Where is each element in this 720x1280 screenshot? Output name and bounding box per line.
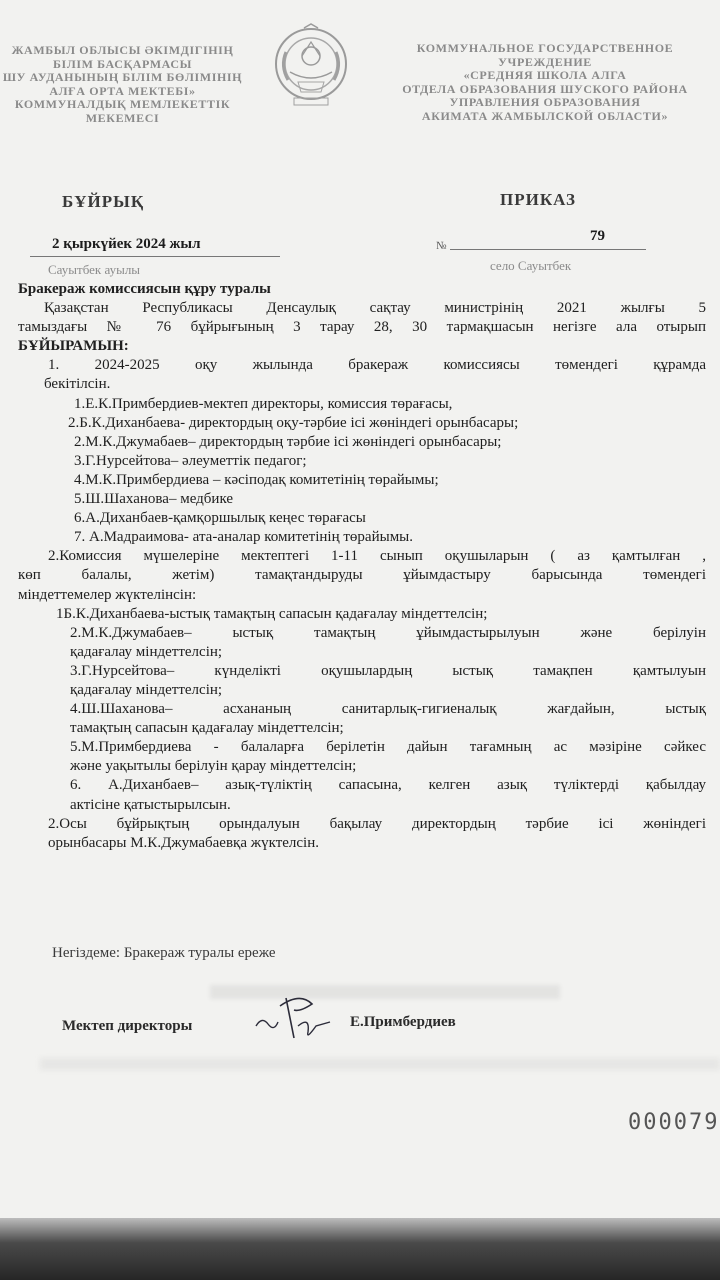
- duty-item: 6. А.Диханбаев– азық-түліктің сапасына, келген азық түліктерді қабылдау: [70, 777, 706, 794]
- header-right-line: ОТДЕЛА ОБРАЗОВАНИЯ ШУСКОГО РАЙОНА: [402, 81, 688, 96]
- basis-note: Негіздеме: Бракераж туралы ереже: [52, 945, 276, 961]
- header-left-line: АЛҒА ОРТА МЕКТЕБІ»: [49, 83, 196, 98]
- director-label: Мектеп директоры: [62, 1018, 193, 1034]
- order-title: Бракераж комиссиясын құру туралы: [18, 281, 271, 297]
- header-right-line: «СРЕДНЯЯ ШКОЛА АЛГА: [463, 68, 627, 82]
- bleed-through-text: [40, 1058, 720, 1070]
- header-right-line: УПРАВЛЕНИЯ ОБРАЗОВАНИЯ: [449, 95, 641, 109]
- stamp-number: 000079: [628, 1110, 720, 1135]
- duty-item: қадағалау міндеттелсін;: [70, 643, 223, 660]
- member-item: 1.Е.К.Примбердиев-мектеп директоры, комиссия төрағасы,: [74, 395, 453, 412]
- member-item: 3.Г.Нурсейтова– әлеуметтік педагог;: [74, 452, 307, 469]
- order-date-kz: 2 қыркүйек 2024 жыл: [52, 236, 201, 252]
- duty-item: 3.Г.Нурсейтова– күнделікті оқушылардың ыстық тамақпен қамтылуын: [70, 662, 706, 679]
- duty-item: және уақытылы берілуін қарау міндеттелсін;: [70, 758, 357, 775]
- header-left-line: МЕКЕМЕСІ: [85, 110, 160, 125]
- place-ru: село Сауытбек: [490, 258, 572, 273]
- duty-item: 4.Ш.Шаханова– асхананың санитарлық-гигиеналық жағдайын, ыстық: [70, 701, 706, 718]
- order-number-prefix: №: [436, 240, 447, 252]
- member-item: 2.Б.К.Диханбаева- директордың оқу-тәрбие ісі жөніндегі орынбасары;: [68, 414, 519, 431]
- member-item: 2.М.К.Джумабаев– директордың тәрбие ісі жөніндегі орынбасары;: [74, 433, 502, 450]
- header-left-kz: [0, 44, 245, 125]
- header-left-line: КОММУНАЛДЫҚ МЕМЛЕКЕТТІК: [14, 97, 231, 111]
- order-label-kz: БҰЙРЫҚ: [62, 192, 145, 211]
- duty-item: қадағалау міндеттелсін;: [70, 681, 223, 698]
- photo-background-edge: [0, 1218, 720, 1280]
- item-2-line: 2.Комиссия мүшелеріне мектептегі 1-11 сынып оқушыларын ( аз қамтылған ,: [48, 548, 706, 565]
- item-3-line: 2.Осы бұйрықтың орындалуын бақылау директордың тәрбие ісі жөніндегі: [48, 815, 706, 832]
- place-kz: Сауытбек ауылы: [48, 262, 141, 277]
- header-right-line: УЧРЕЖДЕНИЕ: [498, 54, 592, 69]
- preamble-line: тамыздағы № 76 бұйрығының 3 тарау 28, 30 тармақшасын негізге ала отырып: [18, 319, 706, 336]
- decree-word: БҰЙЫРАМЫН:: [18, 338, 129, 355]
- member-item: 4.М.К.Примбердиева – кәсіподақ комитетінің төрайымы;: [74, 471, 439, 488]
- duty-item: 5.М.Примбердиева - балаларға берілетін дайын тағамның ас мәзіріне сәйкес: [70, 739, 706, 756]
- item-3-line: орынбасары М.К.Джумабаевқа жүктелсін.: [48, 834, 319, 851]
- duty-item: тамақтың сапасын қадағалау міндеттелсін;: [70, 720, 344, 737]
- date-underline: [30, 256, 280, 257]
- duty-item: 1Б.К.Диханбаева-ыстық тамақтың сапасын қадағалау міндеттелсін;: [56, 605, 488, 622]
- header-right-line: КОММУНАЛЬНОЕ ГОСУДАРСТВЕННОЕ: [416, 41, 674, 55]
- header-left-line: БІЛІМ БАСҚАРМАСЫ: [53, 56, 192, 71]
- header-right-line: АКИМАТА ЖАМБЫЛСКОЙ ОБЛАСТИ»: [421, 108, 669, 123]
- member-item: 7. А.Мадраимова- ата-аналар комитетінің төрайымы.: [74, 529, 414, 546]
- order-body: [18, 280, 706, 853]
- header-left-line: ШУ АУДАНЫНЫҢ БІЛІМ БӨЛІМІНІҢ: [2, 70, 243, 84]
- director-name: Е.Примбердиев: [350, 1014, 456, 1030]
- signature-icon: [250, 986, 340, 1046]
- number-underline: [450, 249, 646, 250]
- header-right-ru: [385, 42, 705, 123]
- duty-item: актісіне қатыстырылсын.: [70, 796, 231, 813]
- item-2-line: міндеттемелер жүктелінсін:: [18, 586, 197, 603]
- member-item: 6.А.Диханбаев-қамқоршылық кеңес төрағасы: [74, 510, 366, 527]
- duty-item: 2.М.К.Джумабаев– ыстық тамақтың ұйымдастырылуын және берілуін: [70, 624, 706, 641]
- item-1-line: 1. 2024-2025 оқу жылында бракераж комиссиясы төмендегі құрамда: [48, 357, 706, 374]
- header-left-line: ЖАМБЫЛ ОБЛЫСЫ ӘКІМДІГІНІҢ: [11, 43, 234, 57]
- item-1-line: бекітілсін.: [44, 376, 111, 393]
- member-item: 5.Ш.Шаханова– медбике: [74, 491, 234, 508]
- kazakhstan-emblem-icon: [272, 22, 350, 114]
- preamble-line: Қазақстан Республикасы Денсаулық сақтау министрінің 2021 жылғы 5: [44, 300, 706, 317]
- order-label-ru: ПРИКАЗ: [500, 190, 576, 209]
- order-number: 79: [590, 228, 605, 244]
- item-2-line: көп балалы, жетім) тамақтандыруды ұйымдастыру барысында төмендегі: [18, 567, 706, 584]
